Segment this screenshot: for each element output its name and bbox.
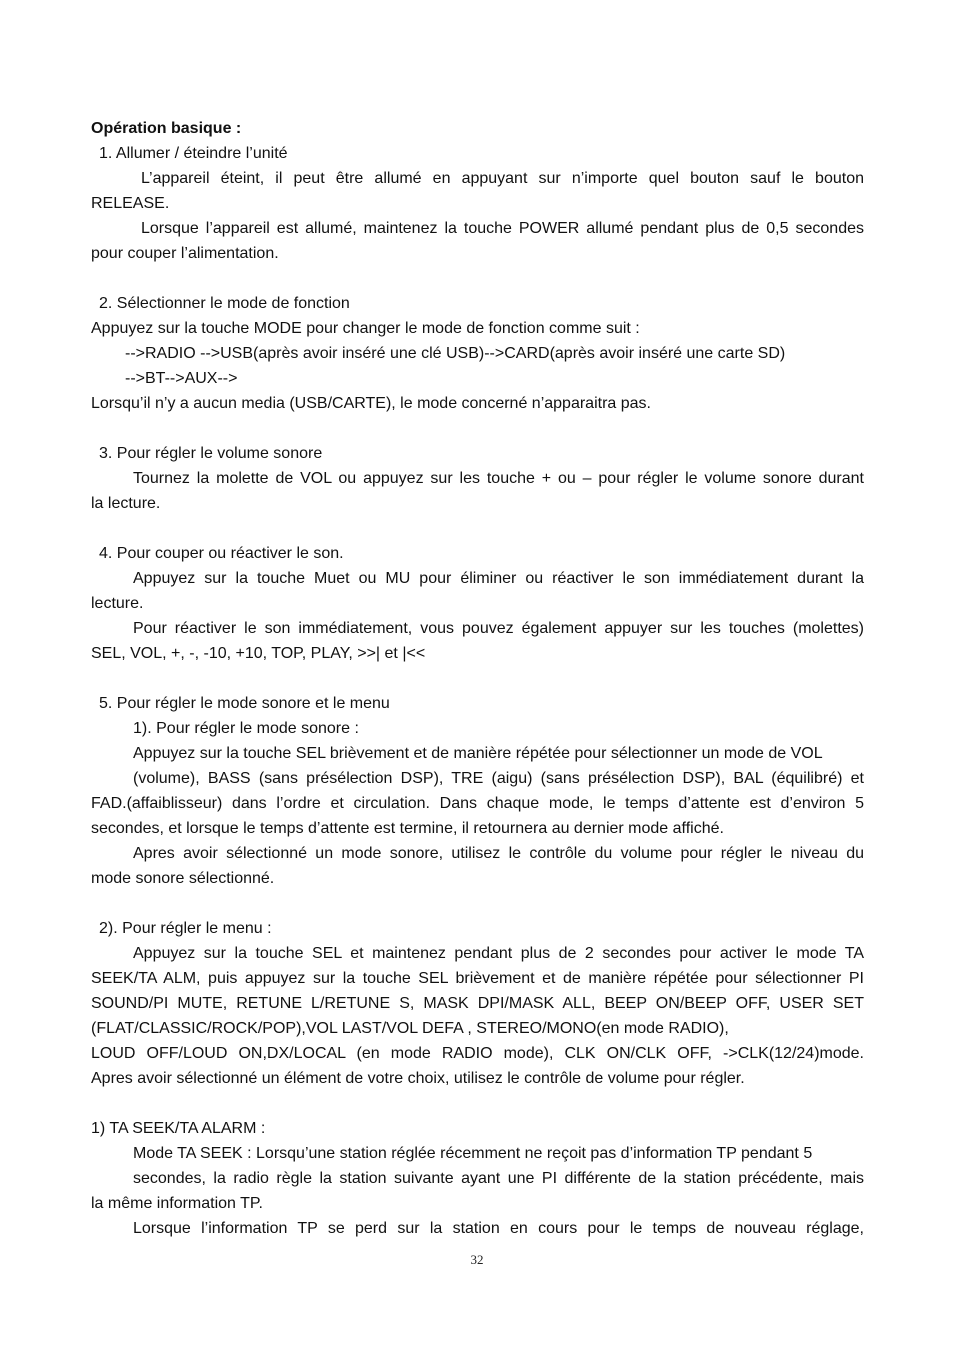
paragraph-line: Appuyez sur la touche Muet ou MU pour éliminer ou réactiver le son immédiatement durant la	[133, 570, 864, 587]
mode-sequence-line: -->BT-->AUX-->	[125, 370, 238, 387]
spacer	[91, 516, 864, 541]
spacer	[91, 266, 864, 291]
spacer	[91, 1091, 864, 1116]
paragraph-line: Lorsque l’information TP se perd sur la station en cours pour le temps de nouveau réglage,	[133, 1220, 864, 1237]
subsection-title: 1) TA SEEK/TA ALARM :	[91, 1120, 266, 1137]
subsection-title: 5. Pour régler le mode sonore et le menu	[99, 695, 390, 712]
paragraph-line: SOUND/PI MUTE, RETUNE L/RETUNE S, MASK DPI/MASK ALL, BEEP ON/BEEP OFF, USER SET	[91, 995, 864, 1012]
paragraph-line: L’appareil éteint, il peut être allumé en appuyant sur n’importe quel bouton sauf le bouton	[141, 170, 864, 187]
document-page	[91, 116, 864, 1241]
subsection-subtitle: 2). Pour régler le menu :	[99, 920, 272, 937]
paragraph-line: Mode TA SEEK : Lorsqu’une station réglée récemment ne reçoit pas d’information TP pendant 5	[133, 1145, 813, 1162]
paragraph-line: FAD.(affaiblisseur) dans l’ordre et circulation. Dans chaque mode, le temps d’attente est d’environ 5	[91, 795, 864, 812]
paragraph-line: secondes, la radio règle la station suivante ayant une PI différente de la station précédente, mais	[133, 1170, 864, 1187]
paragraph-line: Pour réactiver le son immédiatement, vous pouvez également appuyer sur les touches (molettes)	[133, 620, 864, 637]
paragraph-line: Appuyez sur la touche SEL brièvement et de manière répétée pour sélectionner un mode de VOL	[133, 745, 823, 762]
mode-sequence-line: -->RADIO -->USB(après avoir inséré une clé USB)-->CARD(après avoir inséré une carte SD)	[125, 345, 786, 362]
paragraph-line: SEL, VOL, +, -, -10, +10, TOP, PLAY, >>| et |<<	[91, 645, 426, 662]
subsection-subtitle: 1). Pour régler le mode sonore :	[133, 720, 359, 737]
paragraph-line: mode sonore sélectionné.	[91, 870, 275, 887]
paragraph-line: Appuyez sur la touche SEL et maintenez pendant plus de 2 secondes pour activer le mode TA	[133, 945, 864, 962]
page-number: 32	[470, 1252, 484, 1267]
spacer	[91, 666, 864, 691]
subsection-title: 3. Pour régler le volume sonore	[99, 445, 323, 462]
section-heading: Opération basique :	[91, 120, 242, 137]
paragraph-line: Tournez la molette de VOL ou appuyez sur les touche + ou – pour régler le volume sonore durant	[133, 470, 864, 487]
paragraph-line: la même information TP.	[91, 1195, 263, 1212]
paragraph-line: (FLAT/CLASSIC/ROCK/POP),VOL LAST/VOL DEFA , STEREO/MONO(en mode RADIO),	[91, 1020, 729, 1037]
paragraph-line: lecture.	[91, 595, 144, 612]
subsection-title: 4. Pour couper ou réactiver le son.	[99, 545, 344, 562]
paragraph-line: Apres avoir sélectionné un mode sonore, utilisez le contrôle du volume pour régler le niveau du	[133, 845, 864, 862]
paragraph-line: RELEASE.	[91, 195, 170, 212]
paragraph-line: Apres avoir sélectionné un élément de votre choix, utilisez le contrôle de volume pour régler.	[91, 1070, 745, 1087]
spacer	[91, 891, 864, 916]
paragraph-line: SEEK/TA ALM, puis appuyez sur la touche SEL brièvement et de manière répétée pour sélectionner PI	[91, 970, 864, 987]
subsection-title: 1. Allumer / éteindre l’unité	[99, 145, 288, 162]
paragraph-line: Appuyez sur la touche MODE pour changer le mode de fonction comme suit :	[91, 320, 640, 337]
paragraph-line: la lecture.	[91, 495, 161, 512]
paragraph-line: Lorsque l’appareil est allumé, maintenez la touche POWER allumé pendant plus de 0,5 secondes	[141, 220, 864, 237]
paragraph-line: pour couper l’alimentation.	[91, 245, 279, 262]
spacer	[91, 416, 864, 441]
paragraph-line: LOUD OFF/LOUD ON,DX/LOCAL (en mode RADIO mode), CLK ON/CLK OFF, ->CLK(12/24)mode.	[91, 1045, 864, 1062]
paragraph-line: secondes, et lorsque le temps d’attente est termine, il retournera au dernier mode affiché.	[91, 820, 724, 837]
paragraph-line: Lorsqu’il n’y a aucun media (USB/CARTE), le mode concerné n’apparaitra pas.	[91, 395, 651, 412]
paragraph-line: (volume), BASS (sans présélection DSP), TRE (aigu) (sans présélection DSP), BAL (équilibré) et	[133, 770, 864, 787]
subsection-title: 2. Sélectionner le mode de fonction	[99, 295, 350, 312]
